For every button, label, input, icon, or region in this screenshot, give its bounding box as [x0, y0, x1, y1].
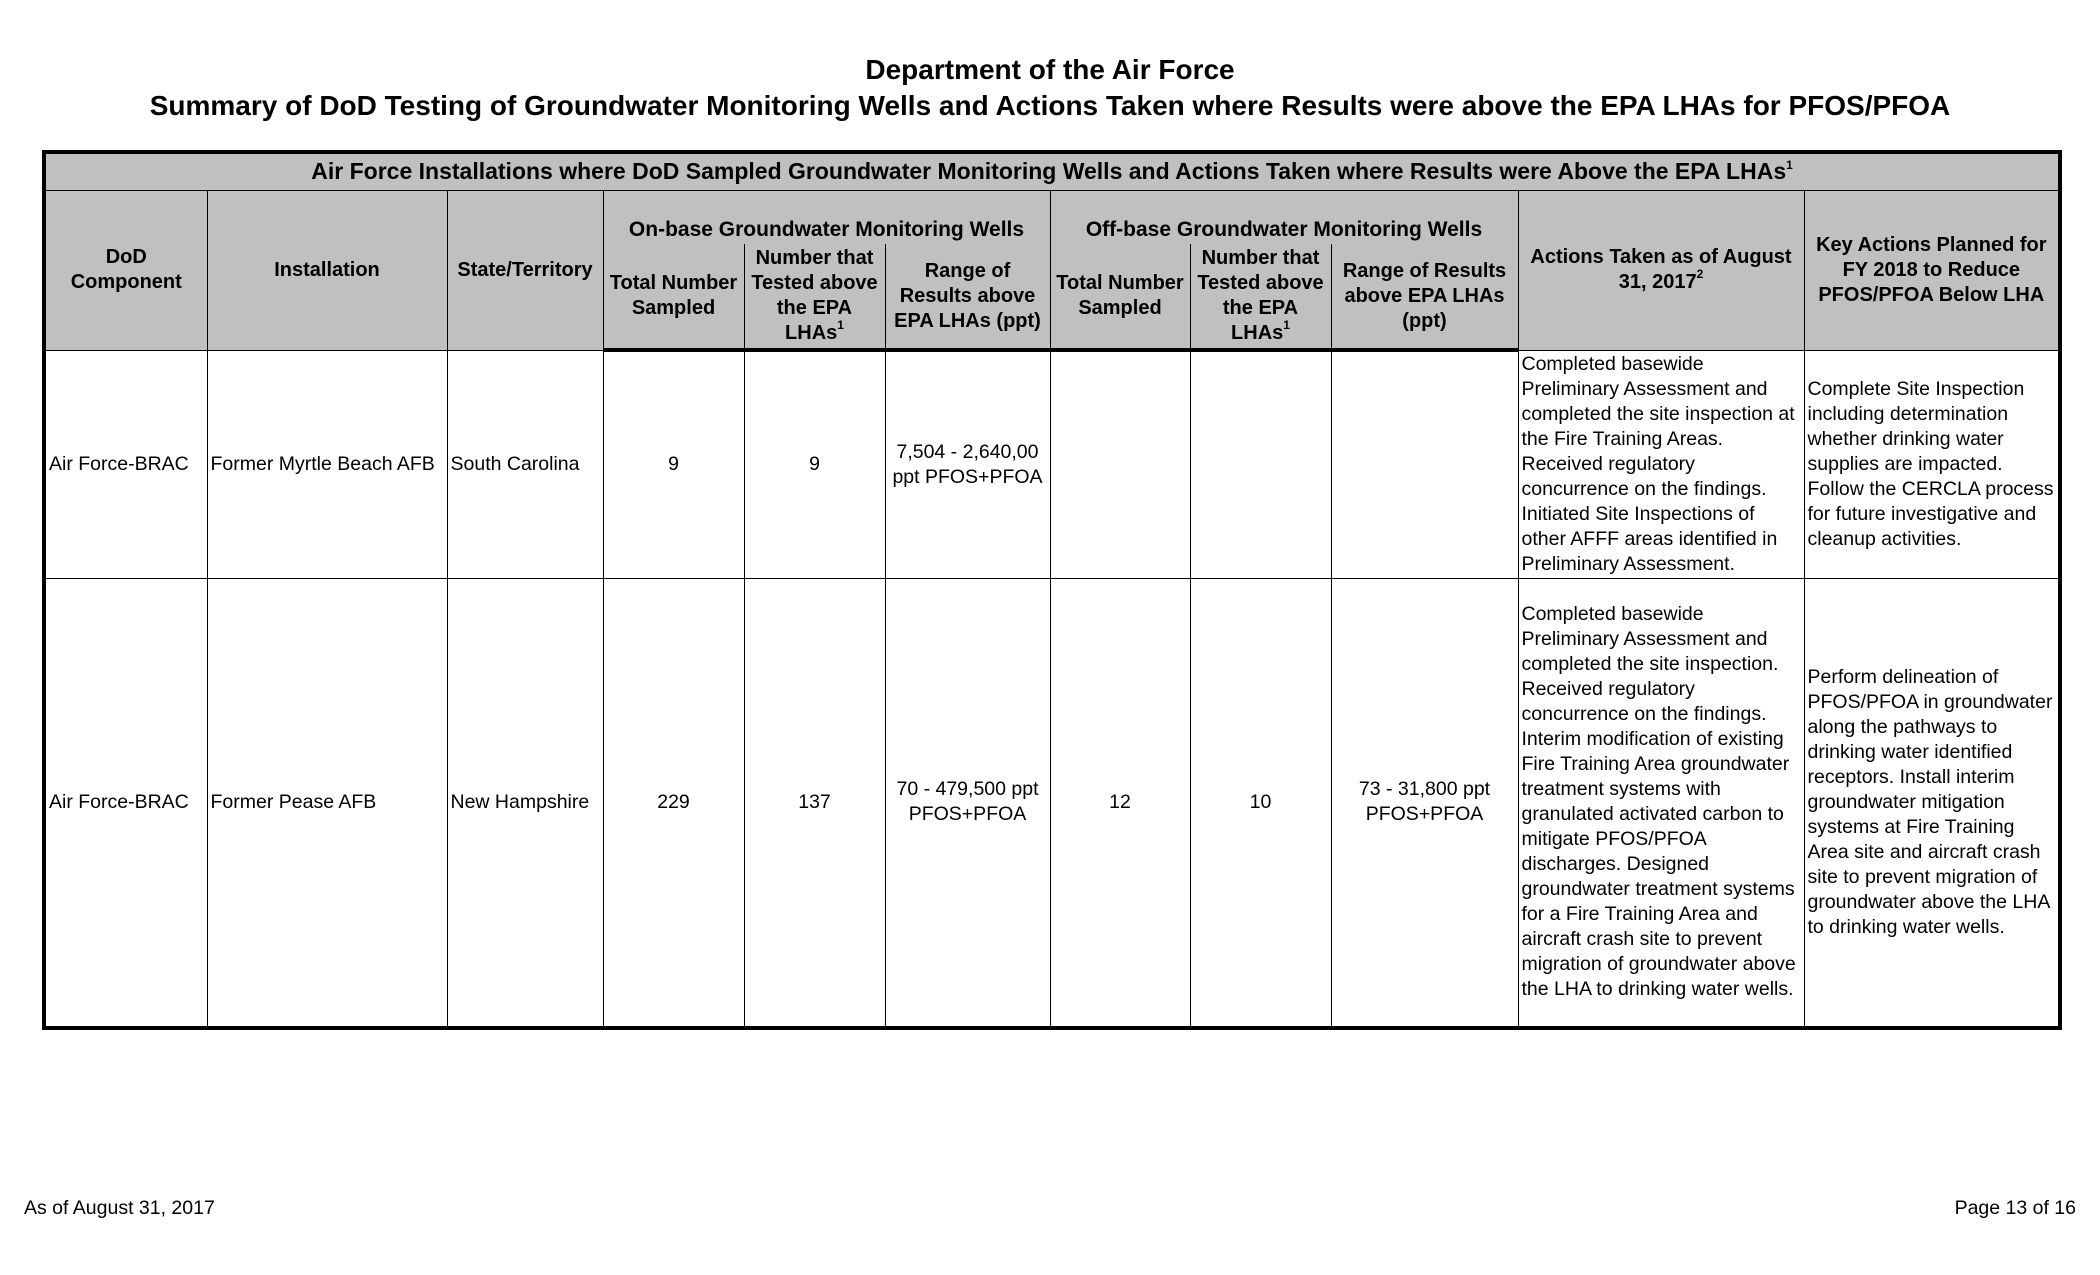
- table-banner: [44, 152, 2060, 190]
- cell-on-total: 9: [603, 350, 744, 578]
- cell-on-above: 9: [744, 350, 885, 578]
- header-off-total-sampled: Total Number Sampled: [1050, 244, 1190, 350]
- table-row: [44, 350, 2060, 578]
- header-on-base-group: On-base Groundwater Monitoring Wells: [603, 190, 1050, 244]
- footnote-marker: 2: [1696, 267, 1704, 282]
- cell-off-above: 10: [1190, 578, 1331, 1028]
- page-title: Department of the Air Force: [865, 54, 1235, 85]
- header-off-range: Range of Results above EPA LHAs (ppt): [1331, 244, 1518, 350]
- header-off-tested-above: [1190, 244, 1331, 350]
- cell-key-actions: Perform delineation of PFOS/PFOA in groundwater along the pathways to drinking water identified receptors. Install interim groundwater mitigation systems at Fire Training Area site and aircraft crash site to prevent migration of groundwater above the LHA to drinking water wells.: [1804, 578, 2060, 1028]
- footnote-marker: 1: [837, 318, 844, 333]
- cell-actions-taken: Completed basewide Preliminary Assessment and completed the site inspection at the Fire Training Areas. Received regulatory concurrence on the findings. Initiated Site Inspections of other AFFF areas identified in Preliminary Assessment.: [1518, 350, 1804, 578]
- header-actions-taken-text: Actions Taken as of August 31, 2017: [1530, 246, 1792, 293]
- header-off-tested-above-text: Number that Tested above the EPA LHAs: [1197, 247, 1324, 344]
- cell-off-above: [1190, 350, 1331, 578]
- cell-installation: Former Myrtle Beach AFB: [207, 350, 447, 578]
- footer-date: As of August 31, 2017: [24, 1197, 215, 1219]
- header-on-total-sampled: Total Number Sampled: [603, 244, 744, 350]
- cell-state: New Hampshire: [447, 578, 603, 1028]
- cell-on-above: 137: [744, 578, 885, 1028]
- header-installation: Installation: [207, 190, 447, 350]
- header-actions-taken: [1518, 190, 1804, 350]
- cell-off-total: 12: [1050, 578, 1190, 1028]
- cell-installation: Former Pease AFB: [207, 578, 447, 1028]
- header-state: State/Territory: [447, 190, 603, 350]
- header-on-tested-above: [744, 244, 885, 350]
- header-off-base-group: Off-base Groundwater Monitoring Wells: [1050, 190, 1518, 244]
- header-on-range: Range of Results above EPA LHAs (ppt): [885, 244, 1050, 350]
- summary-table: [42, 150, 2062, 1030]
- page-number: Page 13 of 16: [1954, 1197, 2076, 1219]
- cell-component: Air Force-BRAC: [44, 578, 207, 1028]
- cell-off-range: 73 - 31,800 ppt PFOS+PFOA: [1331, 578, 1518, 1028]
- header-key-actions: Key Actions Planned for FY 2018 to Reduce PFOS/PFOA Below LHA: [1804, 190, 2060, 350]
- cell-key-actions: Complete Site Inspection including determination whether drinking water supplies are impacted. Follow the CERCLA process for future investigative and cleanup activities.: [1804, 350, 2060, 578]
- cell-actions-taken: Completed basewide Preliminary Assessment and completed the site inspection. Received regulatory concurrence on the findings. Interim modification of existing Fire Training Area groundwater treatment systems with granulated activated carbon to mitigate PFOS/PFOA discharges. Designed groundwater treatment systems for a Fire Training Area and aircraft crash site to prevent migration of groundwater above the LHA to drinking water wells.: [1518, 578, 1804, 1028]
- cell-off-total: [1050, 350, 1190, 578]
- page-subtitle: Summary of DoD Testing of Groundwater Monitoring Wells and Actions Taken where Results were above the EPA LHAs for PFOS/PFOA: [149, 90, 1951, 121]
- header-dod-component: DoD Component: [44, 190, 207, 350]
- page-title-block: [0, 52, 2100, 124]
- cell-state: South Carolina: [447, 350, 603, 578]
- summary-table-container: [42, 150, 2058, 1030]
- footnote-marker: 1: [1283, 318, 1290, 333]
- cell-off-range: [1331, 350, 1518, 578]
- table-banner-text: Air Force Installations where DoD Sampled Groundwater Monitoring Wells and Actions Taken where Results were Above the EPA LHAs: [311, 158, 1787, 185]
- table-row: [44, 578, 2060, 1028]
- footnote-marker: 1: [1786, 157, 1793, 172]
- header-on-tested-above-text: Number that Tested above the EPA LHAs: [751, 247, 878, 344]
- cell-on-range: 7,504 - 2,640,00 ppt PFOS+PFOA: [885, 350, 1050, 578]
- cell-on-total: 229: [603, 578, 744, 1028]
- cell-on-range: 70 - 479,500 ppt PFOS+PFOA: [885, 578, 1050, 1028]
- cell-component: Air Force-BRAC: [44, 350, 207, 578]
